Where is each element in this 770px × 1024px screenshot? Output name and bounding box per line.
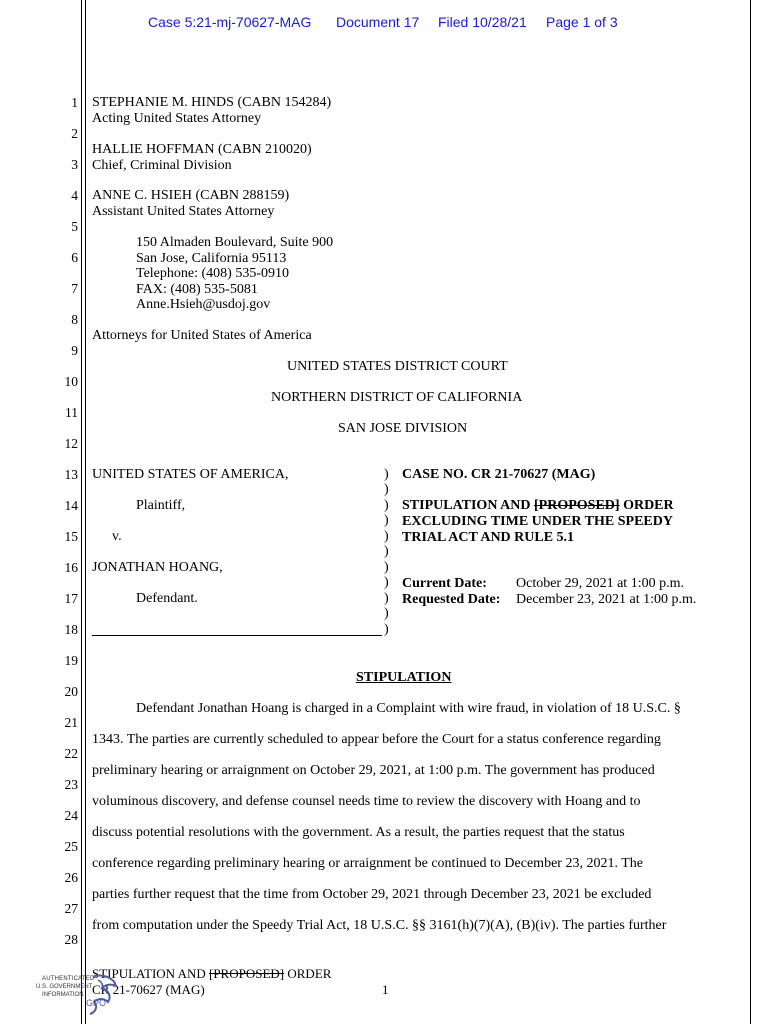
- left-margin-rule: [81, 0, 82, 1024]
- stipulation-line: Defendant Jonathan Hoang is charged in a Complaint with wire fraud, in violation of 18 U.S.C. §: [136, 701, 681, 716]
- current-date-value: October 29, 2021 at 1:00 p.m.: [516, 576, 684, 591]
- stipulation-line: from computation under the Speedy Trial Act, 18 U.S.C. §§ 3161(h)(7)(A), (B)(iv). The parties further: [92, 918, 667, 933]
- line-number: 5: [71, 219, 78, 234]
- page-number: 1: [382, 982, 389, 997]
- line-number: 25: [64, 839, 78, 854]
- seal-gpo: GPO: [86, 998, 107, 1008]
- plaintiff-name: UNITED STATES OF AMERICA,: [92, 467, 289, 482]
- stipulation-heading: STIPULATION: [356, 670, 452, 685]
- attorney-1-title: Acting United States Attorney: [92, 111, 262, 126]
- seal-text-3: INFORMATION: [42, 992, 84, 998]
- court-name: UNITED STATES DISTRICT COURT: [287, 359, 508, 374]
- line-number: 13: [64, 467, 78, 482]
- defendant-role: Defendant.: [136, 591, 198, 606]
- line-number: 17: [64, 591, 78, 606]
- requested-date-label: Requested Date:: [402, 592, 501, 607]
- line-number: 12: [64, 436, 78, 451]
- line-number: 21: [64, 715, 78, 730]
- line-number: 23: [64, 777, 78, 792]
- stipulation-line: conference regarding preliminary hearing or arraignment be continued to December 23, 2021. The: [92, 856, 643, 871]
- left-margin-rule-2: [85, 0, 86, 1024]
- stipulation-line: voluminous discovery, and defense counsel needs time to review the discovery with Hoang and to: [92, 794, 641, 809]
- caption-underline: [92, 635, 382, 636]
- court-division: SAN JOSE DIVISION: [338, 421, 468, 436]
- right-margin-rule: [750, 0, 751, 1024]
- header-filed: Filed 10/28/21: [438, 14, 527, 30]
- defendant-name: JONATHAN HOANG,: [92, 560, 223, 575]
- attorney-2-name: HALLIE HOFFMAN (CABN 210020): [92, 142, 312, 157]
- telephone: Telephone: (408) 535-0910: [136, 266, 289, 281]
- line-number: 27: [64, 901, 78, 916]
- header-case: Case 5:21-mj-70627-MAG: [148, 14, 312, 30]
- email: Anne.Hsieh@usdoj.gov: [136, 297, 271, 312]
- address-line-2: San Jose, California 95113: [136, 251, 287, 266]
- line-number: 4: [71, 188, 78, 203]
- line-number: 20: [64, 684, 78, 699]
- case-number: CASE NO. CR 21-70627 (MAG): [402, 467, 596, 482]
- line-number: 1: [71, 95, 78, 110]
- line-number: 9: [71, 343, 78, 358]
- line-number: 14: [64, 498, 78, 513]
- line-number: 16: [64, 560, 78, 575]
- attorney-3-name: ANNE C. HSIEH (CABN 288159): [92, 188, 290, 203]
- footer-case: CR 21-70627 (MAG): [92, 982, 205, 997]
- attorney-2-title: Chief, Criminal Division: [92, 158, 232, 173]
- seal-text-1: AUTHENTICATED: [42, 976, 95, 982]
- line-number: 10: [64, 374, 78, 389]
- stipulation-line: discuss potential resolutions with the government. As a result, the parties request that the status: [92, 825, 625, 840]
- stipulation-line: preliminary hearing or arraignment on October 29, 2021, at 1:00 p.m. The government has produced: [92, 763, 655, 778]
- attorneys-for: Attorneys for United States of America: [92, 328, 312, 343]
- footer-title: STIPULATION AND [PROPOSED] ORDER: [92, 966, 332, 981]
- header-document: Document 17: [336, 14, 420, 30]
- seal-text-2: U.S. GOVERNMENT: [36, 984, 93, 990]
- line-number: 8: [71, 312, 78, 327]
- versus: v.: [112, 529, 122, 544]
- line-number: 15: [64, 529, 78, 544]
- fax: FAX: (408) 535-5081: [136, 282, 258, 297]
- court-district: NORTHERN DISTRICT OF CALIFORNIA: [271, 390, 523, 405]
- header-page: Page 1 of 3: [546, 14, 618, 30]
- address-line-1: 150 Almaden Boulevard, Suite 900: [136, 235, 334, 250]
- line-number: 6: [71, 250, 78, 265]
- line-number: 11: [65, 405, 78, 420]
- gpo-authentication-seal: [36, 970, 132, 1018]
- document-title-line-3: TRIAL ACT AND RULE 5.1: [402, 530, 575, 545]
- line-number: 26: [64, 870, 78, 885]
- document-title-line-2: EXCLUDING TIME UNDER THE SPEEDY: [402, 514, 673, 529]
- line-number: 18: [64, 622, 78, 637]
- line-number: 24: [64, 808, 78, 823]
- stipulation-line: parties further request that the time from October 29, 2021 through December 23, 2021 be excluded: [92, 887, 652, 902]
- requested-date-value: December 23, 2021 at 1:00 p.m.: [516, 592, 697, 607]
- line-number: 19: [64, 653, 78, 668]
- document-title-line-1: STIPULATION AND [PROPOSED] ORDER: [402, 498, 674, 513]
- attorney-1-name: STEPHANIE M. HINDS (CABN 154284): [92, 95, 332, 110]
- attorney-3-title: Assistant United States Attorney: [92, 204, 275, 219]
- plaintiff-role: Plaintiff,: [136, 498, 186, 513]
- line-number: 3: [71, 157, 78, 172]
- line-number: 28: [64, 932, 78, 947]
- line-number: 2: [71, 126, 78, 141]
- current-date-label: Current Date:: [402, 576, 487, 591]
- line-number: 22: [64, 746, 78, 761]
- line-number: 7: [71, 281, 78, 296]
- stipulation-line: 1343. The parties are currently scheduled to appear before the Court for a status conference regarding: [92, 732, 661, 747]
